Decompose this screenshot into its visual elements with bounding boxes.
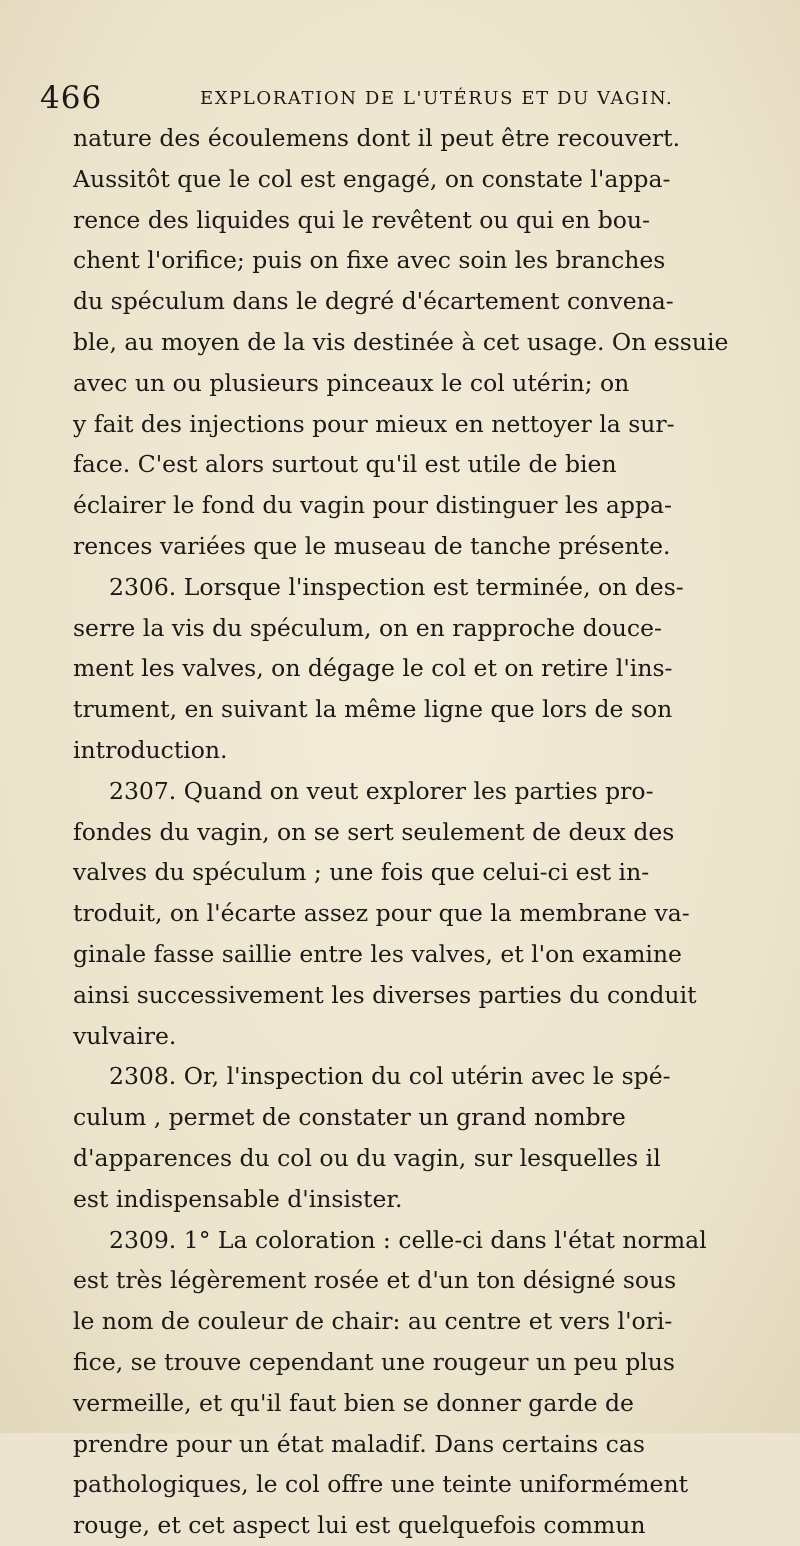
text-line: chent l'orifice; puis on fixe avec soin les branches	[73, 246, 666, 275]
text-line: vulvaire.	[73, 1021, 177, 1050]
text-line: fondes du vagin, on se sert seulement de deux des	[73, 817, 675, 846]
paragraph-2308-start: 2308. Or, l'inspection du col utérin avec le spé-	[109, 1062, 671, 1091]
text-line: ainsi successivement les diverses parties du conduit	[73, 980, 697, 1009]
text-line: est très légèrement rosée et d'un ton désigné sous	[73, 1266, 677, 1295]
text-line: serre la vis du spéculum, on en rapproche douce-	[73, 613, 662, 642]
paragraph-2307-start: 2307. Quand on veut explorer les parties pro-	[109, 776, 654, 805]
text-line: éclairer le fond du vagin pour distinguer les appa-	[73, 491, 672, 520]
text-line: d'apparences du col ou du vagin, sur lesquelles il	[73, 1143, 661, 1172]
text-line: troduit, on l'écarte assez pour que la membrane va-	[73, 899, 690, 928]
text-line: rences variées que le museau de tanche présente.	[73, 531, 671, 560]
text-line: pathologiques, le col offre une teinte uniformément	[73, 1470, 689, 1499]
text-line: fice, se trouve cependant une rougeur un peu plus	[73, 1347, 675, 1376]
paragraph-2309-start: 2309. 1° La coloration : celle-ci dans l'état normal	[109, 1225, 707, 1254]
text-line: Aussitôt que le col est engagé, on constate l'appa-	[73, 164, 671, 193]
page-number: 466	[40, 80, 103, 116]
text-line: trument, en suivant la même ligne que lors de son	[73, 695, 673, 724]
text-line: est indispensable d'insister.	[73, 1184, 403, 1213]
text-line: prendre pour un état maladif. Dans certains cas	[73, 1429, 645, 1458]
text-line: ment les valves, on dégage le col et on retire l'ins-	[73, 654, 673, 683]
text-line: vermeille, et qu'il faut bien se donner garde de	[73, 1388, 634, 1417]
text-line: rence des liquides qui le revêtent ou qui en bou-	[73, 205, 650, 234]
text-line: du spéculum dans le degré d'écartement convena-	[73, 287, 674, 316]
running-title: EXPLORATION DE L'UTÉRUS ET DU VAGIN.	[200, 88, 674, 109]
text-line: valves du spéculum ; une fois que celui-ci est in-	[73, 858, 650, 887]
text-line: ginale fasse saillie entre les valves, et l'on examine	[73, 939, 682, 968]
running-head	[40, 78, 760, 118]
text-line: introduction.	[73, 735, 228, 764]
body-text	[73, 118, 773, 1546]
text-line: face. C'est alors surtout qu'il est utile de bien	[73, 450, 617, 479]
text-line: avec un ou plusieurs pinceaux le col utérin; on	[73, 368, 630, 397]
text-line: nature des écoulemens dont il peut être recouvert.	[73, 124, 681, 152]
text-line: ble, au moyen de la vis destinée à cet usage. On essuie	[73, 327, 729, 356]
text-line: culum , permet de constater un grand nombre	[73, 1103, 626, 1132]
text-line: y fait des injections pour mieux en nettoyer la sur-	[73, 409, 675, 438]
paragraph-2306-start: 2306. Lorsque l'inspection est terminée, on des-	[109, 572, 684, 601]
text-line: rouge, et cet aspect lui est quelquefois commun	[73, 1511, 646, 1540]
text-line: le nom de couleur de chair: au centre et vers l'ori-	[73, 1307, 673, 1336]
